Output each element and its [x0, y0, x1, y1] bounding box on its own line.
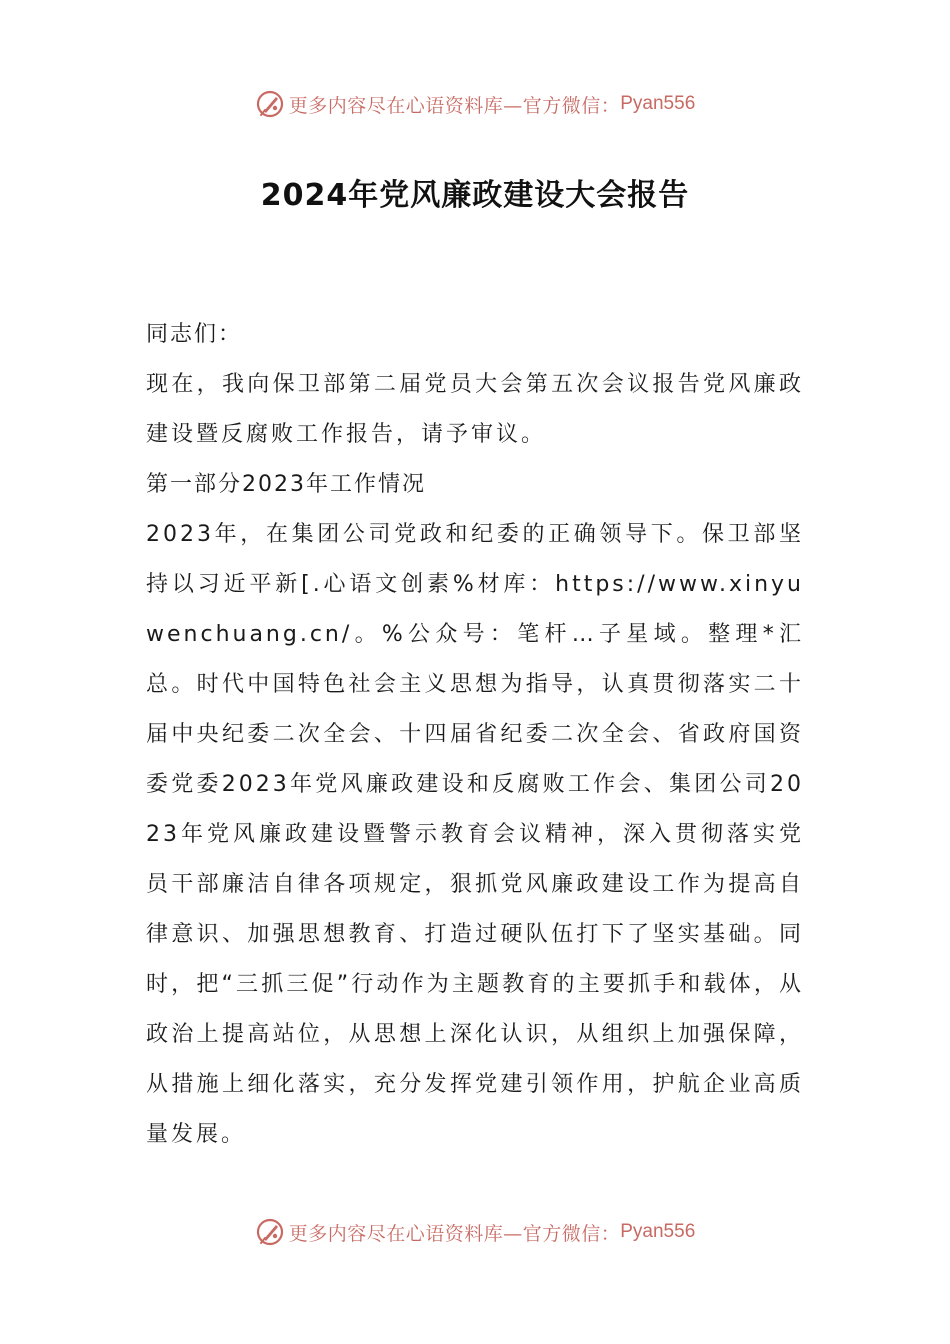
- quill-logo-icon: [255, 89, 285, 119]
- banner-wechat-id: Pyan556: [620, 1221, 696, 1242]
- body-paragraph: 2023年，在集团公司党政和纪委的正确领导下。保卫部坚持以习近平新[.心语文创素%材库：https://www.xinyuwenchuang.cn/。%公众号：笔杆…子星域。整理*汇总。时代中国特色社会主义思想为指导，认真贯彻落实二十届中央纪委二次全会、十四届省纪委二次全会、省政府国资委党委2023年党风廉政建设和反腐败工作会、集团公司2023年党风廉政建设暨警示教育会议精神，深入贯彻落实党员干部廉洁自律各项规定，狠抓党风廉政建设工作为提高自律意识、加强思想教育、打造过硬队伍打下了坚实基础。同时，把“三抓三促”行动作为主题教育的主要抓手和载体，从政治上提高站位，从思想上深化认识，从组织上加强保障，从措施上细化落实，充分发挥党建引领作用，护航企业高质量发展。: [146, 522, 804, 1147]
- header-banner: [0, 84, 950, 124]
- footer-banner: [0, 1212, 950, 1252]
- section-heading: 第一部分2023年工作情况: [146, 472, 426, 497]
- document-title: 2024年党风廉政建设大会报告: [260, 178, 690, 213]
- banner-text: 更多内容尽在心语资料库—官方微信：: [288, 94, 621, 117]
- document-body: [146, 310, 804, 1160]
- salutation: 同志们：: [146, 322, 243, 347]
- banner-wechat-id: Pyan556: [620, 93, 696, 114]
- quill-logo-icon: [255, 1217, 285, 1247]
- banner-text: 更多内容尽在心语资料库—官方微信：: [288, 1222, 621, 1245]
- intro-paragraph: 现在，我向保卫部第二届党员大会第五次会议报告党风廉政建设暨反腐败工作报告，请予审议。: [146, 372, 804, 447]
